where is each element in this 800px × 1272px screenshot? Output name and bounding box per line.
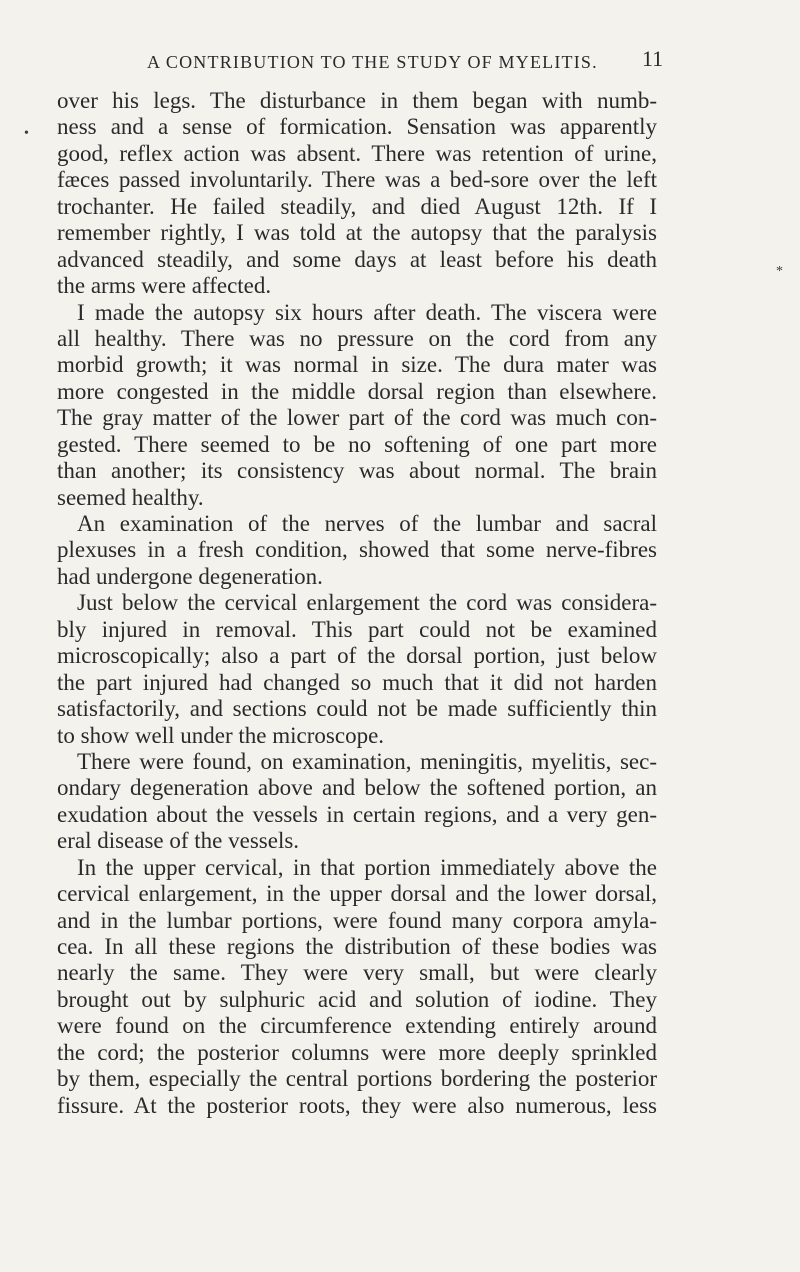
text-line: There were found, on examination, meningitis, myelitis, sec-: [77, 748, 657, 774]
text-line: brought out by sulphuric acid and solution of iodine. They: [57, 986, 657, 1012]
text-line: seemed healthy.: [57, 484, 204, 510]
text-line: ondary degeneration above and below the softened portion, an: [57, 775, 657, 801]
text-line: eral disease of the vessels.: [57, 828, 300, 854]
text-line: microscopically; also a part of the dorsal portion, just below: [57, 643, 657, 669]
text-line: bly injured in removal. This part could not be examined: [57, 616, 657, 642]
text-line: all healthy. There was no pressure on the cord from any: [57, 325, 657, 351]
text-line: cea. In all these regions the distribution of these bodies was: [57, 934, 657, 959]
text-line: morbid growth; it was normal in size. The dura mater was: [57, 352, 657, 378]
text-line: In the upper cervical, in that portion immediately above the: [77, 854, 657, 880]
text-line: by them, especially the central portions bordering the posterior: [57, 1066, 657, 1092]
text-line: cervical enlargement, in the upper dorsal and the lower dorsal,: [57, 881, 657, 907]
text-line: were found on the circumference extending entirely around: [57, 1013, 657, 1039]
text-line: and in the lumbar portions, were found many corpora amyla-: [57, 907, 657, 933]
text-line: the cord; the posterior columns were more deeply sprinkled: [57, 1039, 657, 1065]
stray-star-mark: *: [776, 264, 783, 279]
running-head: [0, 46, 800, 82]
text-line: An examination of the nerves of the lumbar and sacral: [77, 511, 657, 536]
text-line: the arms were affected.: [57, 273, 272, 299]
page-number: 11: [642, 46, 664, 71]
text-line: ness and a sense of formication. Sensation was apparently: [57, 114, 657, 140]
text-line: over his legs. The disturbance in them began with numb-: [57, 88, 657, 113]
text-line: plexuses in a fresh condition, showed that some nerve-fibres: [57, 537, 657, 563]
text-line: The gray matter of the lower part of the cord was much con-: [57, 405, 657, 431]
text-line: to show well under the microscope.: [57, 722, 385, 748]
text-line: nearly the same. They were very small, but were clearly: [57, 960, 657, 986]
stray-dot-mark: •: [24, 126, 29, 141]
text-line: gested. There seemed to be no softening of one part more: [57, 431, 657, 457]
text-line: fæces passed involuntarily. There was a bed-sore over the left: [57, 167, 657, 193]
text-line: I made the autopsy six hours after death. The viscera were: [77, 299, 657, 325]
text-line: remember rightly, I was told at the autopsy that the paralysis: [57, 220, 657, 246]
text-line: had undergone degeneration.: [57, 563, 323, 589]
text-line: good, reflex action was absent. There was retention of urine,: [57, 140, 657, 166]
running-head-title: A CONTRIBUTION TO THE STUDY OF MYELITIS.: [147, 52, 598, 72]
text-line: than another; its consistency was about normal. The brain: [57, 458, 657, 484]
body-text: [57, 88, 657, 1119]
text-line: exudation about the vessels in certain regions, and a very gen-: [57, 801, 657, 827]
text-line: fissure. At the posterior roots, they were also numerous, less: [57, 1092, 657, 1118]
text-line: satisfactorily, and sections could not be made sufficiently thin: [57, 696, 657, 722]
text-line: more congested in the middle dorsal region than elsewhere.: [57, 378, 657, 404]
text-line: trochanter. He failed steadily, and died August 12th. If I: [57, 193, 657, 219]
text-line: advanced steadily, and some days at least before his death: [57, 246, 657, 272]
text-line: Just below the cervical enlargement the cord was considera-: [77, 590, 657, 616]
text-line: the part injured had changed so much that it did not harden: [57, 669, 657, 695]
